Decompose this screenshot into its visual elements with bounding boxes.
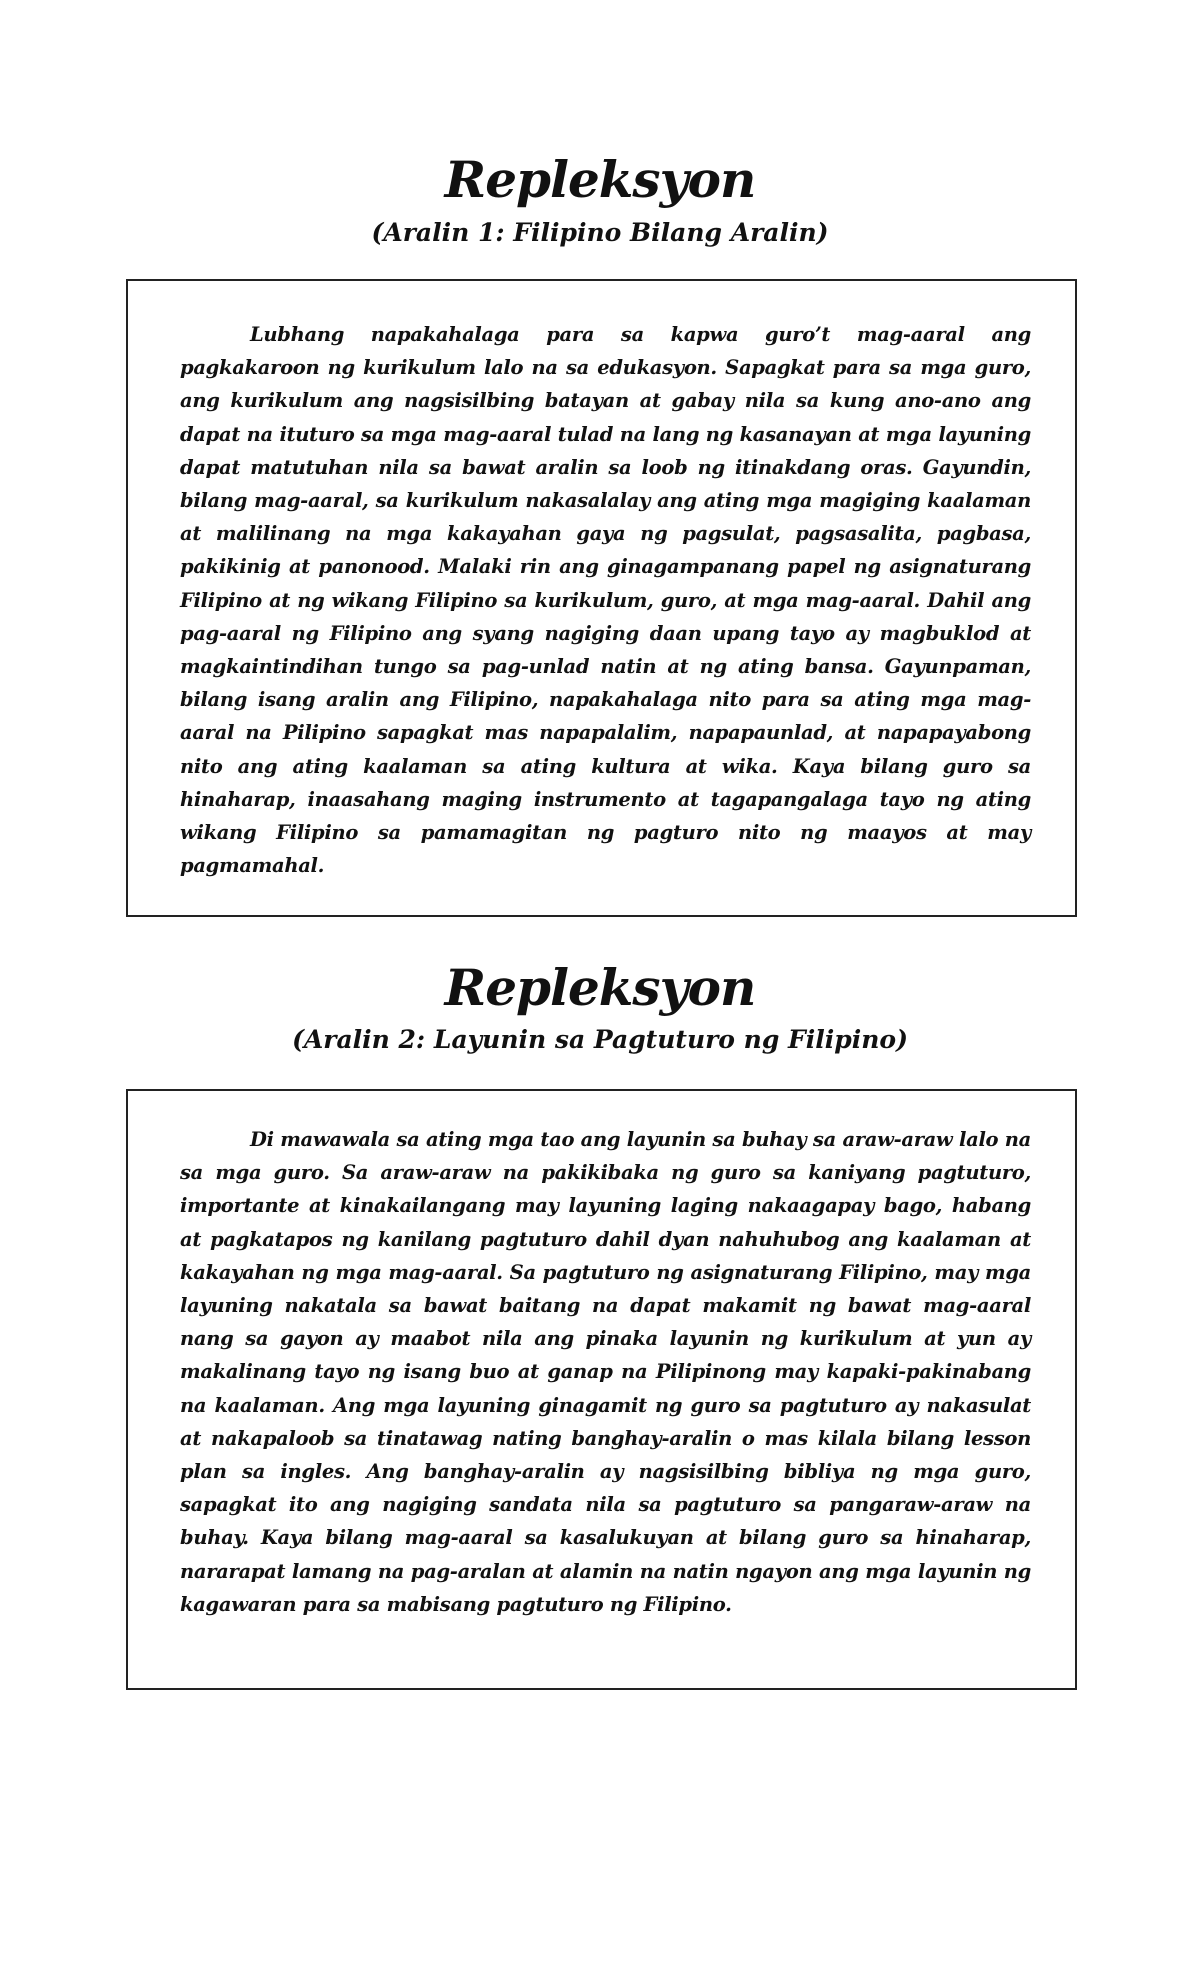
section-2-reflection-box (126, 1089, 1077, 1690)
section-2-title: Repleksyon (444, 958, 756, 1017)
section-1-body-text: Lubhang napakahalaga para sa kapwa guro’t mag-aaral ang pagkakaroon ng kurikulum lalo na sa edukasyon. Sapagkat para sa mga guro, ang kurikulum ang nagsisilbing batayan at gabay nila sa kung ano-ano ang dapat na ituturo sa mga mag-aaral tulad na lang ng kasanayan at mga layuning dapat matutuhan nila sa bawat aralin sa loob ng itinakdang oras. Gayundin, bilang mag-aaral, sa kurikulum nakasalalay ang ating mga magiging kaalaman at malilinang na mga kakayahan gaya ng pagsulat, pagsasalita, pagbasa, pakikinig at panonood. Malaki rin ang ginagampanang papel ng asignaturang Filipino at ng wikang Filipino sa kurikulum, guro, at mga mag-aaral. Dahil ang pag-aaral ng Filipino ang syang nagiging daan upang tayo ay magbuklod at magkaintindihan tungo sa pag-unlad natin at ng ating bansa. Gayunpaman, bilang isang aralin ang Filipino, napakahalaga nito para sa ating mga mag-aaral na Pilipino sapagkat mas napapalalim, napapaunlad, at napapayabong nito ang ating kaalaman sa ating kultura at wika. Kaya bilang guro sa hinaharap, inaasahang maging instrumento at tagapangalaga tayo ng ating wikang Filipino sa pamamagitan ng pagturo nito ng maayos at may pagmamahal. (180, 323, 1031, 878)
section-1-subtitle: (Aralin 1: Filipino Bilang Aralin) (371, 218, 829, 247)
section-1-reflection-box (126, 279, 1077, 917)
section-1-title: Repleksyon (444, 150, 756, 209)
section-2-body-text: Di mawawala sa ating mga tao ang layunin sa buhay sa araw-araw lalo na sa mga guro. Sa araw-araw na pakikibaka ng guro sa kaniyang pagtuturo, importante at kinakailangang may layuning laging nakaagapay bago, habang at pagkatapos ng kanilang pagtuturo dahil dyan nahuhubog ang kaalaman at kakayahan ng mga mag-aaral. Sa pagtuturo ng asignaturang Filipino, may mga layuning nakatala sa bawat baitang na dapat makamit ng bawat mag-aaral nang sa gayon ay maabot nila ang pinaka layunin ng kurikulum at yun ay makalinang tayo ng isang buo at ganap na Pilipinong may kapaki-pakinabang na kaalaman. Ang mga layuning ginagamit ng guro sa pagtuturo ay nakasulat at nakapaloob sa tinatawag nating banghay-aralin o mas kilala bilang lesson plan sa ingles. Ang banghay-aralin ay nagsisilbing bibliya ng mga guro, sapagkat ito ang nagiging sandata nila sa pagtuturo sa pangaraw-araw na buhay. Kaya bilang mag-aaral sa kasalukuyan at bilang guro sa hinaharap, nararapat lamang na pag-aralan at alamin na natin ngayon ang mga layunin ng kagawaran para sa mabisang pagtuturo ng Filipino. (180, 1128, 1031, 1616)
section-2-subtitle: (Aralin 2: Layunin sa Pagtuturo ng Filipino) (292, 1025, 908, 1054)
